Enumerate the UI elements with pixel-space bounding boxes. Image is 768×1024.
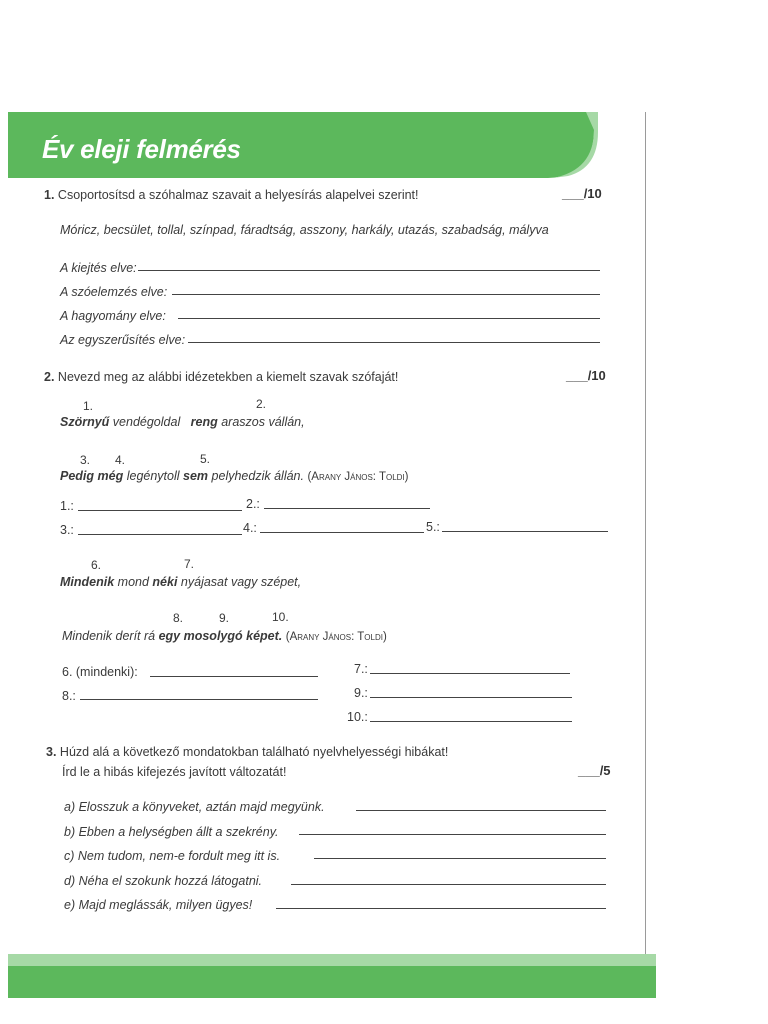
answer-line-3[interactable]: [78, 534, 242, 535]
quote1-line2: [60, 469, 409, 483]
quote-text: pelyhedzik állán.: [211, 469, 304, 483]
answer-label-6: 6. (mindenki):: [62, 665, 138, 679]
quote-text: Mindenik derít rá: [62, 629, 156, 643]
q3-answer-line-b[interactable]: [299, 834, 606, 835]
quote-source: (Arany János: Toldi): [307, 471, 409, 483]
footer-bar: [8, 966, 656, 998]
quote-text: vendégoldal: [112, 415, 181, 429]
answer-label-7: 7.:: [354, 662, 368, 676]
q1-answer-line-2[interactable]: [172, 294, 600, 295]
page-border: [645, 112, 646, 987]
marker-3: 3.: [80, 453, 91, 467]
q1-label-szoelemzes: A szóelemzés elve:: [60, 285, 168, 299]
q3-text-1: Húzd alá a következő mondatokban található nyelvhelyességi hibákat!: [59, 745, 449, 759]
answer-label-10: 10.:: [347, 710, 368, 724]
quote-text: legénytoll: [126, 469, 180, 483]
q3-answer-line-e[interactable]: [276, 908, 606, 909]
word-4: még: [97, 469, 124, 483]
word-6: Mindenik: [60, 575, 115, 589]
answer-line-7[interactable]: [370, 673, 570, 674]
q3-item-a: a) Elosszuk a könyveket, aztán majd megyünk.: [64, 800, 325, 814]
word-7: néki: [152, 575, 178, 589]
answer-label-2: 2.:: [246, 497, 260, 511]
marker-9: 9.: [219, 611, 230, 625]
q1-answer-line-4[interactable]: [188, 342, 600, 343]
answer-line-9[interactable]: [370, 697, 572, 698]
answer-line-1[interactable]: [78, 510, 242, 511]
q1-label-egyszerusites: Az egyszerűsítés elve:: [60, 333, 186, 347]
q3-answer-line-c[interactable]: [314, 858, 606, 859]
q1-answer-line-1[interactable]: [138, 270, 600, 271]
answer-label-8: 8.:: [62, 689, 76, 703]
marker-1: 1.: [83, 399, 94, 413]
quote-source: (Arany János: Toldi): [285, 631, 387, 643]
marker-6: 6.: [91, 558, 102, 572]
quote-text: nyájasat vagy szépet,: [180, 575, 302, 589]
q3-item-c: c) Nem tudom, nem-e fordult meg itt is.: [64, 849, 281, 863]
q2-points: ___/10: [566, 368, 606, 383]
answer-line-6[interactable]: [150, 676, 318, 677]
answer-label-9: 9.:: [354, 686, 368, 700]
word-5: sem: [183, 469, 209, 483]
q1-text: Csoportosítsd a szóhalmaz szavait a helyesírás alapelvei szerint!: [57, 188, 419, 202]
q3-item-d: d) Néha el szokunk hozzá látogatni.: [64, 874, 263, 888]
marker-7: 7.: [184, 557, 195, 571]
q3-answer-line-d[interactable]: [291, 884, 606, 885]
q3-text-2: Írd le a hibás kifejezés javított változatát!: [62, 765, 287, 779]
quote1-line1: [60, 415, 305, 429]
q1-prompt: [44, 188, 419, 202]
quote-text: mond: [117, 575, 149, 589]
word-1: Szörnyű: [60, 415, 110, 429]
q1-words: Móricz, becsület, tollal, színpad, fáradtság, asszony, harkály, utazás, szabadság, mályva: [60, 223, 549, 237]
quote2-line2: [62, 629, 387, 643]
answer-label-3: 3.:: [60, 523, 74, 537]
q2-text: Nevezd meg az alábbi idézetekben a kiemelt szavak szófaját!: [57, 370, 399, 384]
q1-label-hagyomany: A hagyomány elve:: [60, 309, 166, 323]
q2-prompt: [44, 370, 398, 384]
answer-line-10[interactable]: [370, 721, 572, 722]
marker-10: 10.: [272, 610, 289, 624]
q3-item-e: e) Majd meglássák, milyen ügyes!: [64, 898, 253, 912]
answer-line-4[interactable]: [260, 532, 424, 533]
marker-4: 4.: [115, 453, 126, 467]
q3-points: ___/5: [578, 763, 611, 778]
q3-item-b: b) Ebben a helységben állt a szekrény.: [64, 825, 279, 839]
quote-text: araszos vállán,: [221, 415, 305, 429]
answer-line-8[interactable]: [80, 699, 318, 700]
words-8-10: egy mosolygó képet.: [158, 629, 283, 643]
marker-2: 2.: [256, 397, 267, 411]
answer-line-5[interactable]: [442, 531, 608, 532]
q1-points: ___/10: [562, 186, 602, 201]
page-title: Év eleji felmérés: [42, 134, 241, 164]
marker-5: 5.: [200, 452, 211, 466]
marker-8: 8.: [173, 611, 184, 625]
q1-label-kiejtes: A kiejtés elve:: [60, 261, 137, 275]
answer-line-2[interactable]: [264, 508, 430, 509]
answer-label-4: 4.:: [243, 521, 257, 535]
q2-number: 2.: [44, 370, 55, 384]
word-2: reng: [190, 415, 218, 429]
q3-answer-line-a[interactable]: [356, 810, 606, 811]
answer-label-1: 1.:: [60, 499, 74, 513]
q1-number: 1.: [44, 188, 55, 202]
q1-answer-line-3[interactable]: [178, 318, 600, 319]
quote2-line1: [60, 575, 301, 589]
answer-label-5: 5.:: [426, 520, 440, 534]
word-3: Pedig: [60, 469, 95, 483]
q3-number: 3.: [46, 745, 57, 759]
q3-prompt: [46, 745, 448, 759]
